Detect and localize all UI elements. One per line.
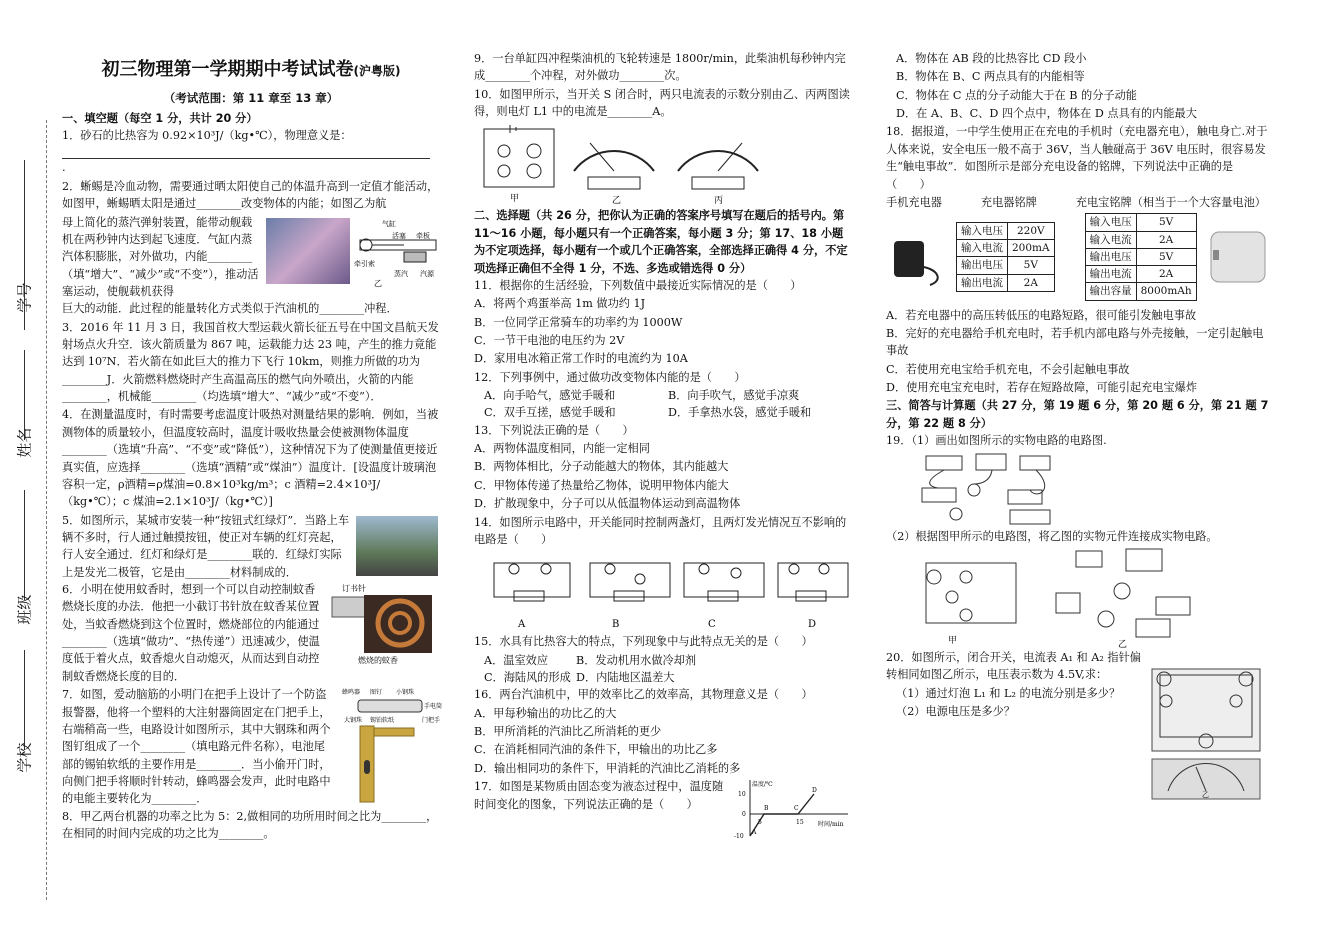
answer-line-1 (62, 145, 430, 159)
q14-label-c: C (708, 619, 716, 631)
q16-option-a: A．甲每秒输出的功比乙的大 (474, 706, 617, 720)
q15-option-a: A．温室效应 (484, 653, 549, 667)
question-1-tail: . (62, 161, 66, 175)
question-11: 11．根据你的生活经验，下列数值中最接近实际情况的是（ ） (474, 278, 802, 292)
q17-point-c: C (794, 805, 799, 813)
q17-ytick-neg10: -10 (734, 833, 744, 841)
question-19-part-1: 19．（1）画出如图所示的实物电路的电路图. (886, 434, 1107, 448)
question-7: 7．如图，爱动脑筋的小明门在把手上设计了一个防盗报警器，他将一个塑料的大注射器筒固定在门把手上，右端稍高一些，电路设计如图所示，其中大钢珠和两个图钉组成了一个________（填电路元件名称），电池尾部的锡铂软纸的主要作用是________．当小偷开门时，向侧门把手将顺时针转动，蜂鸣器会发声，此时电路中的电能主要转化为________． (62, 688, 331, 806)
question-1: 1．砂石的比热容为 0.92×10³J/（kg•℃），物理意义是： (62, 129, 352, 143)
section-3-title: 三、简答与计算题（共 27 分，第 19 题 6 分，第 20 题 6 分，第 21 题 7 分，第 22 题 8 分） (886, 399, 1269, 430)
question-17: 17．如图是某物质由固态变为液态过程中，温度随时间变化的图象，下列说法正确的是（ ） (474, 780, 724, 811)
heading-power-bank-plate: 充电宝铭牌（相当于一个大容量电池） (1075, 195, 1266, 209)
question-20-sub-2: （2）电源电压是多少？ (896, 704, 1015, 718)
question-9: 9．一台单缸四冲程柴油机的飞轮转速是 1800r/min，此柴油机每秒钟内完成________个冲程，对外做功________次。 (474, 52, 846, 83)
q17-temperature-chart (734, 778, 852, 840)
question-3: 3．2016 年 11 月 3 日，我国首枚大型运载火箭长征五号在中国文昌航天发射场点火升空．该火箭质量为 867 吨，运载能力达 23 吨，产生的推力竟能达到 10⁷N．若火箭在如此巨大的推力下飞行 10km，则推力所做的功为________J．火箭燃料燃烧时产生高温高压的燃气向外喷出，火箭的内能________，机械能________（均选填“增大”、“减少”或“不变”）． (62, 320, 439, 404)
q17-option-b: B．物体在 B、C 两点具有的内能相等 (896, 70, 1085, 84)
fig-label-piston: 活塞 (392, 231, 406, 240)
class-label: 班级 (15, 594, 34, 625)
q14-circuit-options (474, 549, 852, 633)
q13-option-c: C．甲物体传递了热量给乙物体，说明甲物体内能大 (474, 478, 729, 492)
q18-option-b: B．完好的充电器给手机充电时，若手机内部电路与外壳接触，一定引起触电事故 (886, 326, 1264, 358)
fig-label-pin: 图钉 (370, 689, 383, 697)
caption-bing: 丙 (714, 196, 724, 207)
q17-point-d: D (812, 787, 817, 795)
question-5-block (62, 512, 440, 581)
fig-label-flashlight: 手电筒 (424, 703, 443, 711)
question-20-text (886, 649, 1148, 799)
q12-option-b: B．向手吹气，感觉手凉爽 (668, 389, 800, 403)
q17-point-a: A (752, 829, 757, 837)
q13-option-d: D．扩散现象中，分子可以从低温物体运动到高温物体 (474, 497, 741, 511)
caption-jia: 甲 (510, 194, 520, 205)
fig-label-big-ball: 大钢珠 (344, 717, 363, 725)
fig-label-staple: 订书针 (342, 584, 366, 594)
q17-point-b: B (764, 805, 769, 813)
q16-option-b: B．甲所消耗的汽油比乙所消耗的更少 (474, 725, 662, 739)
question-20-sub-1: （1）通过灯泡 L₁ 和 L₂ 的电流分别是多少？ (896, 686, 1121, 700)
heading-phone-charger: 手机充电器 (886, 195, 942, 209)
fig-label-steam: 蒸汽 (394, 269, 408, 278)
q18-option-d: D．使用充电宝充电时，若存在短路故障，可能引起充电宝爆炸 (886, 381, 1198, 394)
column-1 (62, 46, 443, 843)
class-line (24, 490, 26, 600)
q20-caption-yi: 乙 (1202, 790, 1209, 799)
column-3 (886, 50, 1270, 799)
name-label: 姓名 (15, 427, 34, 458)
steam-catapult-diagram (354, 216, 440, 288)
question-10: 10．如图甲所示，当开关 S 闭合时，两只电流表的示数分别由乙、丙两图读得，则电灯 L1 中的电流是________A。 (474, 87, 850, 119)
question-16: 16．两台汽油机中，甲的效率比乙的效率高，其物理意义是（ ） (474, 688, 813, 702)
number-label: 学号 (15, 282, 34, 313)
name-line (24, 350, 26, 440)
q18-figures (886, 213, 1270, 300)
q17-option-d: D．在 A、B、C、D 四个点中，物体在 D 点具有的内能最大 (896, 107, 1197, 121)
question-14: 14．如图所示电路中，开关能同时控制两盏灯，且两灯发光情况互不影响的电路是（ ） (474, 515, 847, 546)
q16-option-c: C．在消耗相同汽油的条件下，甲输出的功比乙多 (474, 743, 718, 757)
exam-title: 初三物理第一学期期中考试试卷(沪粤版) (101, 59, 401, 80)
fig-label-small-ball: 小钢珠 (396, 689, 415, 697)
cut-line (46, 120, 47, 900)
q11-option-b: B．一位同学正常骑车的功率约为 1000W (474, 315, 683, 329)
question-2-part-a: 2．蜥蜴是冷血动物，需要通过晒太阳使自己的体温升高到一定值才能活动，如图甲，蜥蜴晒太阳是通过________改变物体的内能；如图乙为航 (62, 179, 439, 211)
q17-xtick-15: 15 (796, 819, 804, 827)
exam-range: （考试范围：第 11 章至 13 章） (163, 90, 339, 105)
question-12: 12．下列事例中，通过做功改变物体内能的是（ ） (474, 370, 746, 384)
q19-caption-yi: 乙 (1118, 639, 1128, 650)
charger-picture (886, 227, 946, 287)
q15-option-c: C．海陆风的形成 (484, 670, 571, 684)
q18-option-c: C．若使用充电宝给手机充电，不会引起触电事故 (886, 362, 1130, 376)
traffic-light-photo (356, 516, 438, 576)
question-20-block (886, 649, 1270, 799)
question-2-part-c: 巨大的动能．此过程的能量转化方式类似于汽油机的________冲程． (62, 302, 398, 316)
q17-option-c: C．物体在 C 点的分子动能大于在 B 的分子动能 (896, 88, 1137, 102)
q15-option-d: D．内陆地区温差大 (576, 670, 675, 684)
fig-label-buzzer: 蜂鸣器 (342, 689, 361, 697)
fig-label-plate: 牵板 (416, 231, 430, 240)
q18-headings (886, 194, 1270, 211)
question-20-figures (1148, 649, 1266, 799)
question-2-part-b: 母上简化的蒸汽弹射装置，能带动舰载机在两秒钟内达到起飞速度．气缸内蒸汽体积膨胀，对外做功，内能________（填“增大”、“减少”或“不变”），推动活塞运动，使舰载机获得 (62, 215, 259, 298)
question-13: 13．下列说法正确的是（ ） (474, 423, 634, 437)
q19-physical-circuit (916, 450, 1076, 528)
q17-ytick-10: 10 (738, 791, 746, 799)
question-7-block (62, 686, 443, 808)
fig-label-cable: 牵引索 (354, 259, 375, 268)
fig-label-foil: 锡铂软纸 (370, 717, 395, 725)
q15-option-b: B．发动机用水做冷却剂 (576, 653, 697, 667)
question-17-block (474, 778, 852, 840)
q11-option-a: A．将两个鸡蛋举高 1m 做功约 1J (474, 297, 646, 311)
q17-xlabel: 时间/min (818, 821, 844, 829)
question-8: 8．甲乙两台机器的功率之比为 5：2,做相同的功所用时间之比为________，在相同的时间内完成的功之比为________。 (62, 809, 438, 841)
q14-label-d: D (808, 619, 817, 631)
fig-caption-yi: 乙 (374, 278, 382, 288)
fig-label-cylinder: 气缸 (382, 219, 396, 228)
fig-label-burning-coil: 燃烧的蚊香 (358, 656, 398, 666)
section-2-title: 二、选择题（共 26 分，把你认为正确的答案序号填写在题后的括号内。第 11～16 小题，每小题只有一个正确答案，每小题 3 分；第 17、18 小题为不定项选择，每小题有一个或几个正确答案，全部选择正确得 4 分，不定项选择正确但不全得 1 分，不选、多选或错选得 0 分） (474, 209, 848, 275)
column-2 (474, 50, 852, 840)
q12-option-d: D．手拿热水袋，感觉手暖和 (668, 406, 812, 420)
q12-option-c: C．双手互搓，感觉手暖和 (484, 406, 616, 420)
heading-charger-plate: 充电器铭牌 (980, 195, 1037, 209)
question-18: 18．据报道，一中学生使用正在充电的手机时（充电器充电），触电身亡.对于人体来说，安全电压一般不高于 36V，当人触碰高于 36V 电压时，很容易发生“触电事故”．如图所示是部分充电设备的铭牌，下列说法中正确的是（ ） (886, 125, 1268, 191)
question-6-block (62, 581, 440, 685)
question-4: 4．在测量温度时，有时需要考虑温度计吸热对测量结果的影响．例如，当被测物体的质量较小，但温度较高时，温度计吸收热量会使被测物体温度________（选填“升高”、“不变”或“降低”），这种情况下为了使测量值更接近真实值，应选择________（选填“酒精”或“煤油”）温度计．[设温度计玻璃泡容积一定，ρ酒精=ρ煤油=0.8×10³kg/m³；c 酒精=2.4×10³J/（kg•℃）；c 煤油=2.1×10³J/（kg•℃）] (62, 408, 439, 509)
q17-ytick-0: 0 (742, 811, 746, 819)
q14-label-a: A (518, 619, 526, 631)
q17-option-a: A．物体在 AB 段的比热容比 CD 段小 (896, 52, 1087, 65)
question-20: 20．如图所示，闭合开关，电流表 A₁ 和 A₂ 指针偏转相同如图乙所示，电压表示数为 4.5V,求： (886, 650, 1141, 682)
q15-options (474, 652, 852, 687)
q12-options (474, 387, 852, 422)
question-6: 6．小明在使用蚊香时，想到一个可以自动控制蚊香燃烧长度的办法．他把一小截订书针放在蚊香某位置处，当蚊香燃烧到这个位置时，燃烧部位的内能通过________（选填“做功”、“热传递”）迅速减少，使温度低于着火点，蚊香熄火自动熄灭，从而达到自动控制蚊香燃烧长度的目的． (62, 583, 320, 683)
q12-option-a: A．向手哈气，感觉手暖和 (484, 389, 616, 403)
q13-option-a: A．两物体温度相同，内能一定相同 (474, 442, 650, 456)
q13-option-b: B．两物体相比，分子动能越大的物体，其内能越大 (474, 460, 729, 474)
school-line (24, 650, 26, 750)
power-bank-picture (1207, 226, 1269, 288)
question-2-block (62, 214, 440, 301)
caption-yi: 乙 (612, 196, 622, 207)
question-15: 15．水具有比热容大的特点，下列现象中与此特点无关的是（ ） (474, 635, 813, 649)
fig-label-handle: 门把手 (422, 717, 441, 725)
fig-label-source: 汽源 (420, 269, 434, 278)
power-bank-spec-table: 输入电压 5V 输入电流 2A 输出电压 5V 输出电流 2A 输出容量 8000mAh (1085, 213, 1197, 300)
mosquito-coil-figure (328, 581, 436, 667)
q16-option-d: D．输出相同功的条件下，甲消耗的汽油比乙消耗的多 (474, 761, 741, 775)
q11-option-d: D．家用电冰箱正常工作时的电流约为 10A (474, 352, 688, 366)
binding-strip (0, 110, 56, 910)
question-5: 5．如图所示，某城市安装一种“按钮式红绿灯”．当路上车辆不多时，行人通过触摸按钮，使正对车辆的红灯亮起，行人安全通过．红灯和绿灯是________联的．红绿灯实际上是发光二极管，它是由________材料制成的． (62, 513, 350, 579)
charger-spec-table: 输入电压 220V 输入电流 200mA 输出电压 5V 输出电流 2A (956, 222, 1055, 292)
q17-ylabel: 温度/℃ (752, 781, 773, 789)
ammeter-circuit-figures (474, 121, 852, 207)
door-alarm-figure (340, 686, 443, 806)
q19-schematic-and-parts (886, 547, 1266, 649)
q19-caption-jia: 甲 (948, 635, 958, 646)
section-1-title: 一、填空题（每空 1 分，共计 20 分） (62, 111, 258, 125)
question-19-part-2: （2）根据图甲所示的电路图，将乙图的实物元件连接成实物电路。 (886, 530, 1218, 544)
q18-option-a: A．若充电器中的高压转低压的电路短路，很可能引发触电事故 (886, 308, 1197, 322)
q17-xtick-5: 5 (758, 819, 762, 827)
school-label: 学校 (15, 742, 34, 773)
q14-label-b: B (612, 619, 620, 631)
lizard-photo (266, 218, 350, 284)
q11-option-c: C．一节干电池的电压约为 2V (474, 333, 625, 347)
